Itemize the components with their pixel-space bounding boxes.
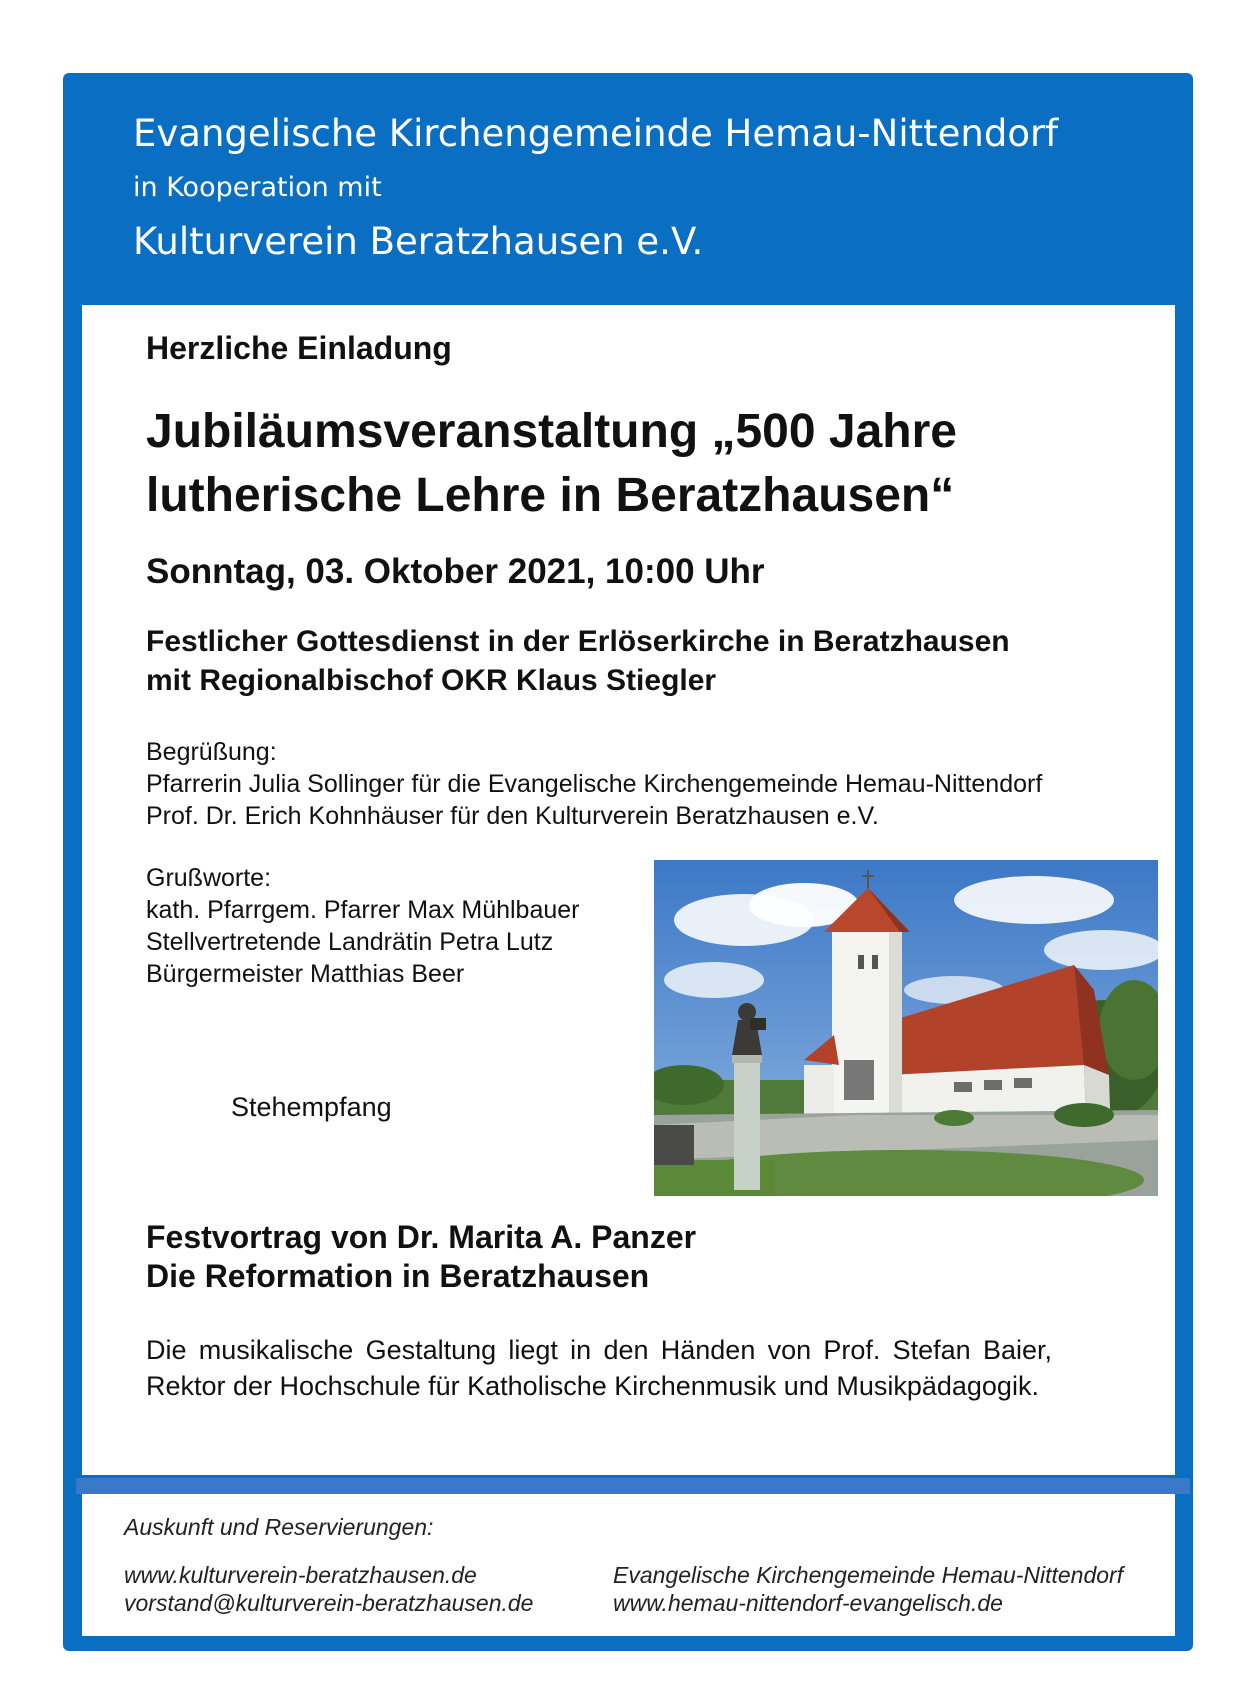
footer-parish-website-link[interactable]: www.hemau-nittendorf-evangelisch.de xyxy=(613,1590,1003,1616)
footer-parish-name: Evangelische Kirchengemeinde Hemau-Nittendorf xyxy=(613,1562,1124,1588)
greeting-item: Prof. Dr. Erich Kohnhäuser für den Kulturverein Beratzhausen e.V. xyxy=(146,802,879,830)
grussworte-heading: Grußworte: xyxy=(146,864,272,892)
invitation-heading: Herzliche Einladung xyxy=(146,330,452,366)
lecture-section xyxy=(146,1218,696,1296)
greeting-item: Pfarrerin Julia Sollinger für die Evangelische Kirchengemeinde Hemau-Nittendorf xyxy=(146,770,1043,798)
church-photo-illustration xyxy=(654,860,1158,1196)
lecture-line-1: Festvortrag von Dr. Marita A. Panzer xyxy=(146,1219,697,1255)
footer-kulturverein-email-link[interactable]: vorstand@kulturverein-beratzhausen.de xyxy=(124,1590,534,1616)
lecture-line-2: Die Reformation in Beratzhausen xyxy=(146,1258,650,1294)
grussworte-item: Stellvertretende Landrätin Petra Lutz xyxy=(146,928,554,956)
header-cultural-association: Kulturverein Beratzhausen e.V. xyxy=(133,220,704,263)
grussworte-section xyxy=(146,862,580,990)
event-title xyxy=(146,400,957,528)
event-date: Sonntag, 03. Oktober 2021, 10:00 Uhr xyxy=(146,552,765,591)
footer-heading: Auskunft und Reservierungen: xyxy=(124,1514,434,1540)
service-line-2: mit Regionalbischof OKR Klaus Stiegler xyxy=(146,664,717,697)
grussworte-item: Bürgermeister Matthias Beer xyxy=(146,960,465,988)
greeting-heading: Begrüßung: xyxy=(146,738,277,766)
header-cooperation: in Kooperation mit xyxy=(133,172,382,203)
footer-divider xyxy=(76,1478,1190,1494)
service-description xyxy=(146,622,1010,700)
church-photo xyxy=(654,860,1158,1196)
event-title-line-1: Jubiläumsveranstaltung „500 Jahre xyxy=(146,405,957,458)
footer-kulturverein-website-link[interactable]: www.kulturverein-beratzhausen.de xyxy=(124,1562,477,1588)
header-parish-name: Evangelische Kirchengemeinde Hemau-Nittendorf xyxy=(133,112,1059,155)
reception-label: Stehempfang xyxy=(231,1092,392,1122)
service-line-1: Festlicher Gottesdienst in der Erlöserkirche in Beratzhausen xyxy=(146,625,1010,658)
event-title-line-2: lutherische Lehre in Beratzhausen“ xyxy=(146,469,955,522)
greeting-section xyxy=(146,736,1042,832)
grussworte-item: kath. Pfarrgem. Pfarrer Max Mühlbauer xyxy=(146,896,580,924)
music-paragraph: Die musikalische Gestaltung liegt in den Händen von Prof. Stefan Baier, Rektor der Hochschule für Katholische Kirchenmusik und Musikpädagogik. xyxy=(146,1335,1052,1401)
